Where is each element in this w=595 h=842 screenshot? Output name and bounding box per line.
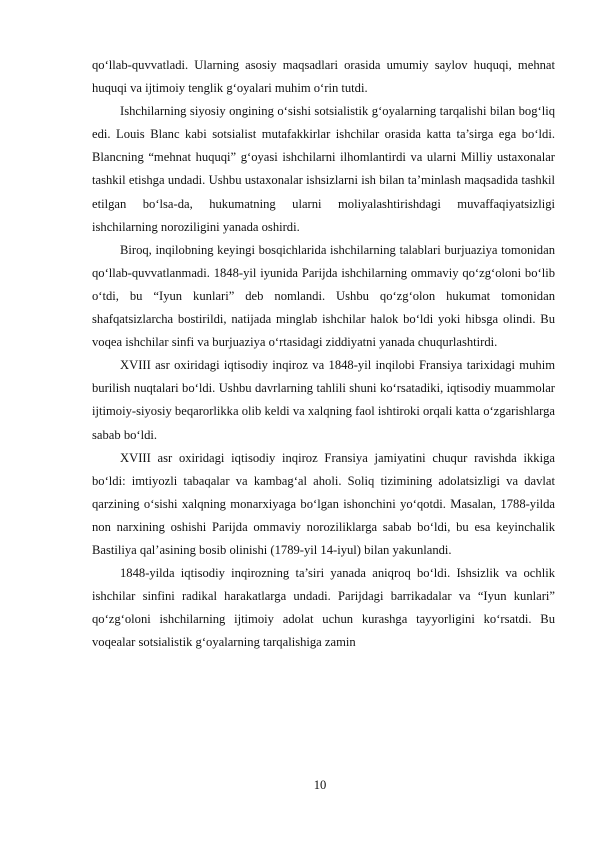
paragraph-3: Biroq, inqilobning keyingi bosqichlarida ishchilarning talablari burjuaziya tomonidan qo‘llab-quvvatlanmadi. 1848-yil iyunida Parijda ishchilarning ommaviy qo‘zg‘oloni bo‘lib o‘tdi, bu “Iyun kunlari” deb nomlandi. Ushbu qo‘zg‘olon hukumat tomonidan shafqatsizlarcha bostirildi, natijada minglab ishchilar halok bo‘ldi yoki hibsga olindi. Bu voqea ishchilar sinfi va burjuaziya o‘rtasidagi ziddiyatni yanada chuqurlashtirdi. — [92, 242, 555, 350]
paragraph-2: Ishchilarning siyosiy ongining o‘sishi sotsialistik g‘oyalarning tarqalishi bilan bog‘liq edi. Louis Blanc kabi sotsialist mutafakkirlar ishchilar orasida katta ta’sirga ega bo‘ldi. Blancning “mehnat huquqi” g‘oyasi ishchilarni ilhomlantirdi va ularni Milliy ustaxonalar tashkil etishga undadi. Ushbu ustaxonalar ishsizlarni ish bilan ta’minlash maqsadida tashkil etilgan bo‘lsa-da, hukumatning ularni moliyalashtirishdagi muvaffaqiyatsizligi ishchilarning noroziligini yanada oshirdi. — [92, 104, 555, 234]
paragraph-4: XVIII asr oxiridagi iqtisodiy inqiroz va 1848-yil inqilobi Fransiya tarixidagi muhim burilish nuqtalari bo‘ldi. Ushbu davrlarning tahlili shuni ko‘rsatadiki, iqtisodiy muammolar ijtimoiy-siyosiy beqarorlikka olib keldi va xalqning faol ishtiroki orqali katta o‘zgarishlarga sabab bo‘ldi. — [92, 358, 555, 442]
document-body — [92, 54, 555, 654]
paragraph-5: XVIII asr oxiridagi iqtisodiy inqiroz Fransiya jamiyatini chuqur ravishda ikkiga bo‘ldi: imtiyozli tabaqalar va kambag‘al aholi. Soliq tizimining adolatsizligi va davlat qarzining o‘sishi xalqning monarxiyaga bo‘lgan ishonchini yo‘qotdi. Masalan, 1788-yilda non narxining oshishi Parijda ommaviy noroziliklarga sabab bo‘ldi, bu esa keyinchalik Bastiliya qal’asining bosib olinishi (1789-yil 14-iyul) bilan yakunlandi. — [92, 450, 555, 557]
paragraph-6: 1848-yilda iqtisodiy inqirozning ta’siri yanada aniqroq bo‘ldi. Ishsizlik va ochlik ishchilar sinfini radikal harakatlarga undadi. Parijdagi barrikadalar va “Iyun kunlari” qo‘zg‘oloni ishchilarning ijtimoiy adolat uchun kurashga tayyorligini ko‘rsatdi. Bu voqealar sotsialistik g‘oyalarning tarqalishiga zamin — [92, 566, 555, 650]
page-number: 10 — [313, 778, 327, 792]
paragraph-1: qo‘llab-quvvatladi. Ularning asosiy maqsadlari orasida umumiy saylov huquqi, mehnat huquqi va ijtimoiy tenglik g‘oyalari muhim o‘rin tutdi. — [92, 58, 555, 96]
